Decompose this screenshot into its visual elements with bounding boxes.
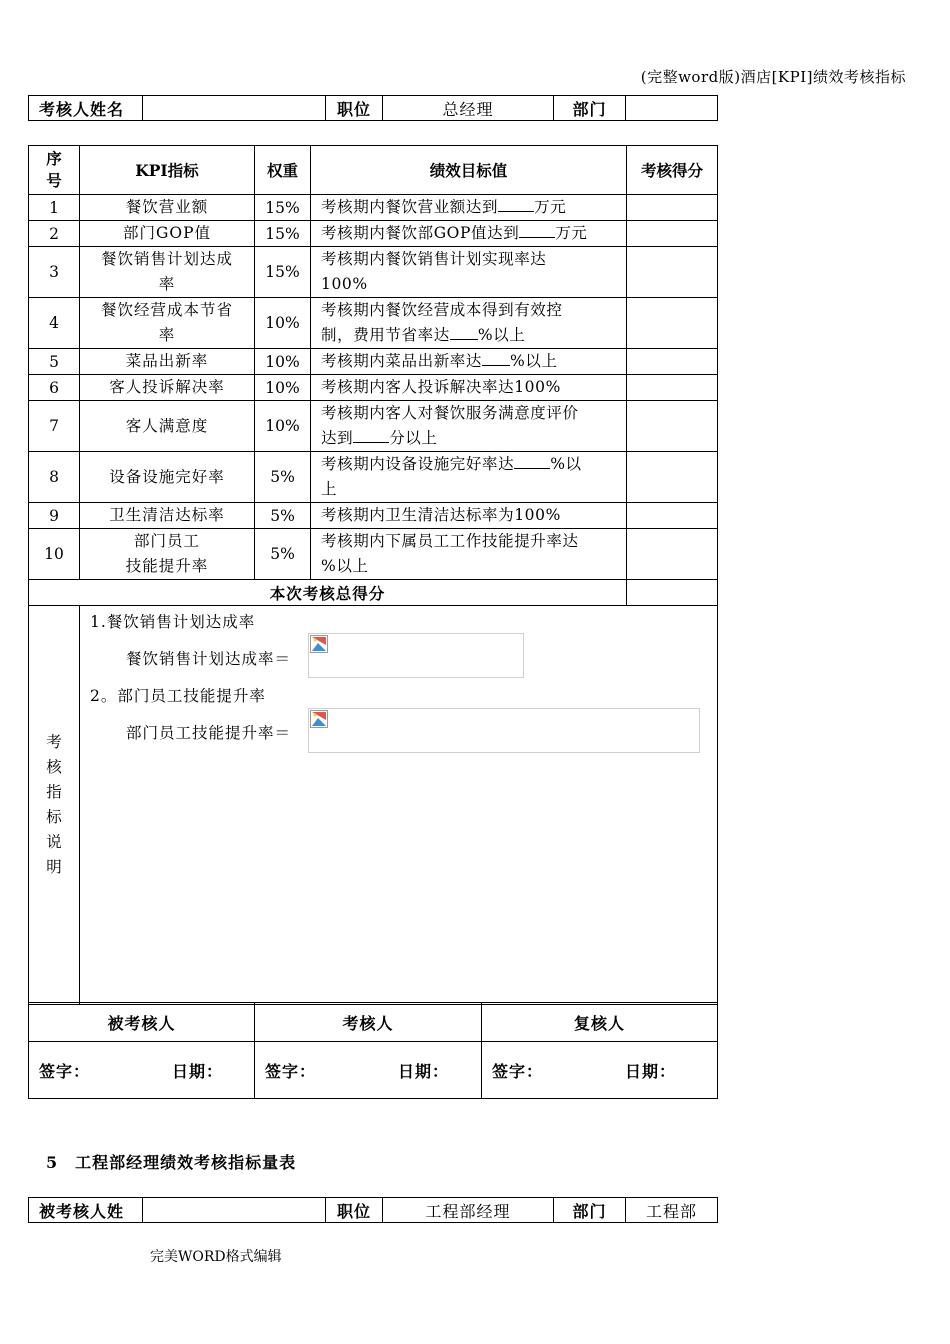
header-kpi: KPI指标	[80, 146, 255, 195]
header-no: 序 号	[29, 146, 80, 195]
row-score[interactable]	[627, 529, 718, 580]
document-footer: 完美WORD格式编辑	[150, 1249, 282, 1265]
item2-title: 2。部门员工技能提升率	[90, 687, 266, 705]
header-target: 绩效目标值	[311, 146, 627, 195]
row-score[interactable]	[627, 503, 718, 529]
reviewer-header: 复核人	[482, 1003, 718, 1042]
row-goal: 考核期内餐饮销售计划实现率达 100%	[311, 247, 627, 298]
table-row	[29, 529, 718, 580]
row-kpi: 卫生清洁达标率	[80, 503, 255, 529]
reviewer-sign-cell[interactable]: 签字： 日期：	[482, 1042, 718, 1099]
evaluatee-header: 被考核人	[29, 1003, 255, 1042]
row-score[interactable]	[627, 375, 718, 401]
name-value[interactable]	[143, 96, 326, 121]
engineering-info-table	[28, 1197, 718, 1223]
row-goal: 考核期内餐饮部GOP值达到 万元	[311, 221, 627, 247]
position-label: 职位	[326, 96, 383, 121]
table-row	[29, 503, 718, 529]
row-weight: 10%	[255, 401, 311, 452]
fill-blank[interactable]	[450, 325, 478, 340]
table-row	[29, 452, 718, 503]
fill-blank[interactable]	[353, 428, 389, 443]
row-no: 9	[29, 503, 80, 529]
header-weight: 权重	[255, 146, 311, 195]
evaluatee-info-table	[28, 95, 718, 121]
table-row	[29, 375, 718, 401]
row-no: 1	[29, 195, 80, 221]
total-row	[29, 580, 718, 606]
row-kpi: 客人投诉解决率	[80, 375, 255, 401]
evaluator-sign-cell[interactable]: 签字： 日期：	[255, 1042, 482, 1099]
row-kpi: 餐饮经营成本节省 率	[80, 298, 255, 349]
row-goal: 考核期内设备设施完好率达 %以 上	[311, 452, 627, 503]
formula-image-2	[308, 708, 700, 753]
row-goal: 考核期内菜品出新率达 %以上	[311, 349, 627, 375]
total-score-value[interactable]	[627, 580, 718, 606]
row-no: 4	[29, 298, 80, 349]
row-score[interactable]	[627, 349, 718, 375]
row-weight: 5%	[255, 452, 311, 503]
row-kpi: 部门员工 技能提升率	[80, 529, 255, 580]
name-label: 被考核人姓	[29, 1198, 143, 1223]
row-score[interactable]	[627, 221, 718, 247]
row-weight: 5%	[255, 529, 311, 580]
header-score: 考核得分	[627, 146, 718, 195]
row-weight: 10%	[255, 349, 311, 375]
table-row	[29, 401, 718, 452]
fill-blank[interactable]	[482, 351, 510, 366]
department-value[interactable]	[626, 96, 718, 121]
row-no: 8	[29, 452, 80, 503]
fill-blank[interactable]	[519, 223, 555, 238]
description-label: 考 核 指 标 说 明	[29, 606, 80, 1005]
fill-blank[interactable]	[514, 454, 550, 469]
row-no: 6	[29, 375, 80, 401]
description-content	[80, 606, 718, 1005]
row-kpi: 餐饮销售计划达成 率	[80, 247, 255, 298]
department-label: 部门	[554, 1198, 626, 1223]
row-weight: 15%	[255, 247, 311, 298]
item2-formula: 部门员工技能提升率＝	[126, 724, 292, 742]
row-kpi: 菜品出新率	[80, 349, 255, 375]
row-no: 2	[29, 221, 80, 247]
name-value[interactable]	[143, 1198, 326, 1223]
row-no: 3	[29, 247, 80, 298]
document-header: (完整word版)酒店[KPI]绩效考核指标	[640, 68, 906, 86]
row-weight: 10%	[255, 298, 311, 349]
row-kpi: 设备设施完好率	[80, 452, 255, 503]
department-label: 部门	[554, 96, 626, 121]
total-score-label: 本次考核总得分	[29, 580, 627, 606]
table-row	[29, 221, 718, 247]
row-kpi: 餐饮营业额	[80, 195, 255, 221]
row-goal: 考核期内卫生清洁达标率为100%	[311, 503, 627, 529]
row-weight: 15%	[255, 195, 311, 221]
position-value[interactable]: 工程部经理	[383, 1198, 554, 1223]
row-no: 10	[29, 529, 80, 580]
description-row	[29, 606, 718, 1005]
row-score[interactable]	[627, 401, 718, 452]
item1-title: 1.餐饮销售计划达成率	[90, 613, 256, 631]
table-row	[29, 298, 718, 349]
name-label: 考核人姓名	[29, 96, 143, 121]
kpi-table-header	[29, 146, 718, 195]
row-score[interactable]	[627, 247, 718, 298]
row-weight: 10%	[255, 375, 311, 401]
row-kpi: 部门GOP值	[80, 221, 255, 247]
position-value[interactable]: 总经理	[383, 96, 554, 121]
row-goal: 考核期内客人对餐饮服务满意度评价 达到 分以上	[311, 401, 627, 452]
row-goal: 考核期内餐饮经营成本得到有效控 制，费用节省率达 %以上	[311, 298, 627, 349]
row-goal: 考核期内客人投诉解决率达100%	[311, 375, 627, 401]
row-no: 7	[29, 401, 80, 452]
table-row	[29, 349, 718, 375]
formula-image-1	[308, 633, 524, 678]
evaluatee-sign-cell[interactable]: 签字： 日期：	[29, 1042, 255, 1099]
broken-image-icon	[310, 635, 328, 653]
kpi-table	[28, 145, 718, 1005]
position-label: 职位	[326, 1198, 383, 1223]
broken-image-icon	[310, 710, 328, 728]
table-row	[29, 247, 718, 298]
department-value[interactable]: 工程部	[626, 1198, 718, 1223]
row-goal: 考核期内餐饮营业额达到 万元	[311, 195, 627, 221]
section-title: 5 工程部经理绩效考核指标量表	[46, 1153, 297, 1172]
item1-formula: 餐饮销售计划达成率＝	[126, 650, 292, 668]
row-score[interactable]	[627, 298, 718, 349]
evaluator-header: 考核人	[255, 1003, 482, 1042]
row-score[interactable]	[627, 195, 718, 221]
row-score[interactable]	[627, 452, 718, 503]
row-kpi: 客人满意度	[80, 401, 255, 452]
row-goal: 考核期内下属员工工作技能提升率达 %以上	[311, 529, 627, 580]
row-weight: 15%	[255, 221, 311, 247]
fill-blank[interactable]	[498, 197, 534, 212]
row-no: 5	[29, 349, 80, 375]
signature-table	[28, 1002, 718, 1099]
table-row	[29, 195, 718, 221]
row-weight: 5%	[255, 503, 311, 529]
